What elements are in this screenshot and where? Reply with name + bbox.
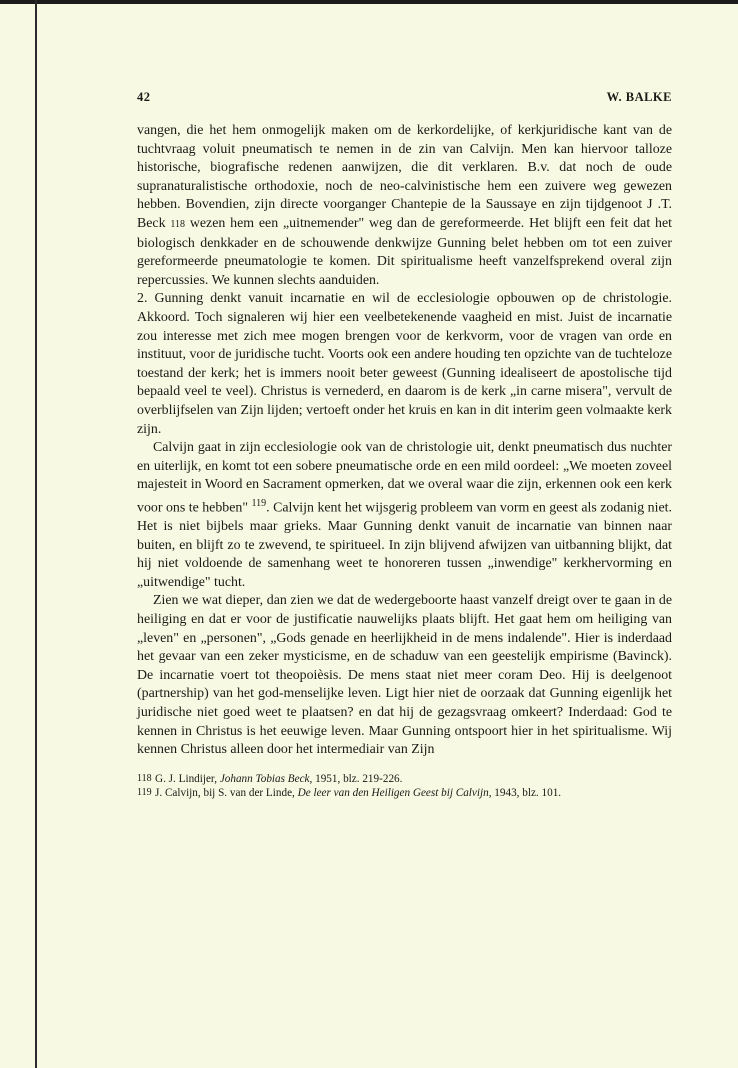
footnote-119: 119 J. Calvijn, bij S. van der Linde, De leer van den Heiligen Geest bij Calvijn, 1943, blz. 101. <box>137 787 562 800</box>
book-page <box>137 90 672 801</box>
footnote-118: 118 G. J. Lindijer, Johann Tobias Beck, 1951, blz. 219-226. <box>137 772 403 785</box>
paragraph-3: Calvijn gaat in zijn ecclesiologie ook van de christologie uit, denkt pneumatisch dus nuchter en uiterlijk, en komt tot een sobere pneumatische orde en een mild oordeel: „We moeten zoveel majesteit in Woord en Sacrament opmerken, dat we overal waar die zijn, erkennen ook een kerk voor ons te hebben" $^{119}$. Calvijn kent het wijsgerig probleem van vorm en geest als zodanig niet. Het is niet bijbels maar grieks. Maar Gunning denkt vanuit de incarnatie van binnen naar buiten, en blijft zo te zwevend, te spiritueel. In zijn blijvend afwijzen van uitbanning blijkt, dat hij niet voldoende de samenhang weet te honoreren tussen „inwendige" kerkhervorming en „uitwendige" tucht. <box>137 440 672 590</box>
paragraph-4: Zien we wat dieper, dan zien we dat de wedergeboorte haast vanzelf dreigt over te gaan in de heiliging en dat er voor de justificatie nauwelijks plaats blijft. Het gaat hem om heiliging van „leven" en „personen", „Gods genade en heerlijkheid in de mens indalende". Hier is inderdaad het gevaar van een zeker mysticisme, en de schaduw van een geestelijk empirisme (Bavinck). De incarnatie voert tot theopoièsis. De mens staat niet meer coram Deo. Hij is deelgenoot (partnership) van het god-menselijke leven. Ligt hier niet de oorzaak dat Gunning eigenlijk het juridische niet goed weet te plaatsen? en dat hij de gezagsvraag omkeert? Inderdaad: God te kennen in Christus is het eeuwige leven. Maar Gunning ontspoort hier in het spiritualisme. Wij kennen Christus alleen door het intermediair van Zijn <box>137 593 672 758</box>
paragraph-2: 2. Gunning denkt vanuit incarnatie en wil de ecclesiologie opbouwen op de christologie. Akkoord. Toch signaleren wij hier een veelbetekenende vaagheid en mist. Juist de incarnatie zou interesse met zich mee mogen brengen voor de kerkvorm, voor de vragen van orde en instituut, voor de juridische tucht. Voorts ook een andere houding ten opzichte van de tuchteloze toestand der kerk; het is immers nooit beter geweest (Gunning idealiseert de apostolische tijd bepaald veel te veel). Christus is vernederd, en daarom is de kerk „in carne misera", vervult de overblijfselen van Zijn lijden; vertoeft onder het kruis en kan in dit interim geen volmaakte kerk zijn. <box>137 291 672 437</box>
running-header <box>137 90 672 110</box>
footnote-ref-118[interactable]: 118 <box>170 218 186 230</box>
scan-left-border <box>35 0 37 1068</box>
running-head-author: W. BALKE <box>606 90 672 104</box>
scan-top-border <box>0 0 738 4</box>
footnote-ref-119[interactable]: 119 <box>251 497 267 509</box>
page-number: 42 <box>137 90 151 104</box>
footnotes <box>137 772 672 801</box>
footnote-number: 118 <box>137 772 152 784</box>
body-text <box>137 122 672 760</box>
cited-title: De leer van den Heiligen Geest bij Calvijn, <box>297 787 492 800</box>
cited-title: Johann Tobias Beck, <box>219 772 313 785</box>
paragraph-1: vangen, die het hem onmogelijk maken om de kerkordelijke, of kerkjuridische kant van de tuchtvraag voluit pneumatisch te nemen in de zin van Calvijn. Men kan hiervoor talloze historische, biografische redenen aanwijzen, die dit verklaren. B.v. dat noch de oude supranaturalistische orthodoxie, noch de neo-calvinistische hem een zuivere weg gewezen hebben. Bovendien, zijn directe voorganger Chantepie de la Saussaye en zijn tijdgenoot J .T. Beck 118 wezen hem een „uitnemender" weg dan de gereformeerde. Het blijft een feit dat het biologisch denkkader en de schouwende denkwijze Gunning belet hebben om tot een zuiver gereformeerde pneumatologie te komen. Dit spiritualisme heeft vanzelfsprekend overal zijn repercussies. We kunnen slechts aanduiden. <box>137 123 672 288</box>
footnote-number: 119 <box>137 787 152 799</box>
